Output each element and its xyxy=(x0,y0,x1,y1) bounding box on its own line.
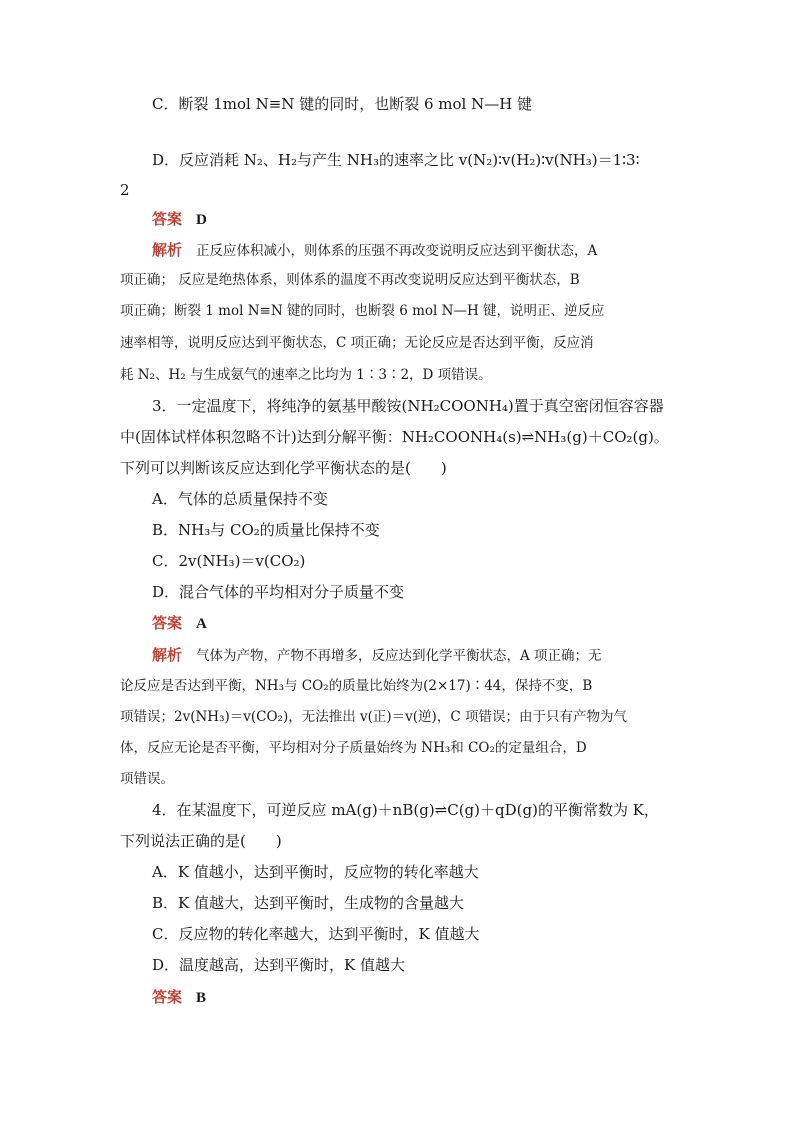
q3-option-d: D．混合气体的平均相对分子质量不变 xyxy=(152,583,405,601)
q4-option-a: A．K 值越小，达到平衡时，反应物的转化率越大 xyxy=(152,863,479,881)
q4-option-b: B．K 值越大，达到平衡时，生成物的含量越大 xyxy=(152,894,464,912)
q3-option-a: A．气体的总质量保持不变 xyxy=(152,490,328,508)
answer-label: 答案 xyxy=(152,210,183,228)
q2-explanation-line-2: 项正确； 反应是绝热体系，则体系的温度不再改变说明反应达到平衡状态，B xyxy=(120,272,580,288)
q2-explanation-line-4: 速率相等，说明反应达到平衡状态，C 项正确；无论反应是否达到平衡，反应消 xyxy=(120,335,594,351)
q3-option-b: B．NH₃与 CO₂的质量比保持不变 xyxy=(152,521,380,539)
q3-stem-line-3: 下列可以判断该反应达到化学平衡状态的是( ) xyxy=(120,459,447,477)
explanation-text: 气体为产物，产物不再增多，反应达到化学平衡状态，A 项正确；无 xyxy=(196,648,602,664)
q4-stem-line-2: 下列说法正确的是( ) xyxy=(120,832,282,850)
q2-explanation-line-5: 耗 N₂、H₂ 与生成氨气的速率之比均为 1∶3∶2，D 项错误。 xyxy=(120,367,492,383)
q3-stem-line-1: 3．一定温度下，将纯净的氨基甲酸铵(NH₂COONH₄)置于真空密闭恒容容器 xyxy=(152,397,664,415)
q3-explanation-line-5: 项错误。 xyxy=(120,771,174,787)
q4-answer xyxy=(152,987,206,1008)
explanation-label: 解析 xyxy=(152,241,183,259)
answer-value: D xyxy=(196,212,207,228)
q3-explanation-line-3: 项错误；2v(NH₃)＝v(CO₂)，无法推出 v(正)＝v(逆)，C 项错误；由于只有产物为气 xyxy=(120,709,627,725)
q2-answer xyxy=(152,209,207,230)
q3-option-c: C．2v(NH₃)＝v(CO₂) xyxy=(152,552,306,570)
q2-explanation-line-3: 项正确；断裂 1 mol N≡N 键的同时，也断裂 6 mol N—H 键，说明正、逆反应 xyxy=(120,303,605,319)
q3-explanation-line-2: 论反应是否达到平衡，NH₃与 CO₂的质量比始终为(2×17)∶44，保持不变，B xyxy=(120,678,593,694)
answer-value: A xyxy=(196,616,207,632)
q3-explanation-line-4: 体，反应无论是否平衡，平均相对分子质量始终为 NH₃和 CO₂的定量组合，D xyxy=(120,740,587,756)
q4-option-c: C．反应物的转化率越大，达到平衡时，K 值越大 xyxy=(152,925,480,943)
q4-option-d: D．温度越高，达到平衡时，K 值越大 xyxy=(152,956,406,974)
answer-label: 答案 xyxy=(152,988,183,1006)
q3-answer xyxy=(152,613,207,634)
q2-option-d-line2: 2 xyxy=(120,181,130,199)
answer-value: B xyxy=(196,990,207,1006)
q3-stem-line-2: 中(固体试样体积忽略不计)达到分解平衡：NH₂COONH₄(s)⇌NH₃(g)＋CO₂(g)。 xyxy=(120,428,669,446)
q4-stem-line-1: 4．在某温度下，可逆反应 mA(g)＋nB(g)⇌C(g)＋qD(g)的平衡常数为 K， xyxy=(152,801,659,819)
q2-option-c: C．断裂 1mol N≡N 键的同时，也断裂 6 mol N—H 键 xyxy=(152,95,533,113)
q2-explanation-line-1 xyxy=(152,240,597,261)
answer-label: 答案 xyxy=(152,614,183,632)
explanation-label: 解析 xyxy=(152,646,183,664)
explanation-text: 正反应体积减小，则体系的压强不再改变说明反应达到平衡状态，A xyxy=(196,243,598,259)
q2-option-d-line1: D．反应消耗 N₂、H₂与产生 NH₃的速率之比 v(N₂)∶v(H₂)∶v(NH₃)＝1∶3∶ xyxy=(152,151,640,169)
q3-explanation-line-1 xyxy=(152,645,602,666)
